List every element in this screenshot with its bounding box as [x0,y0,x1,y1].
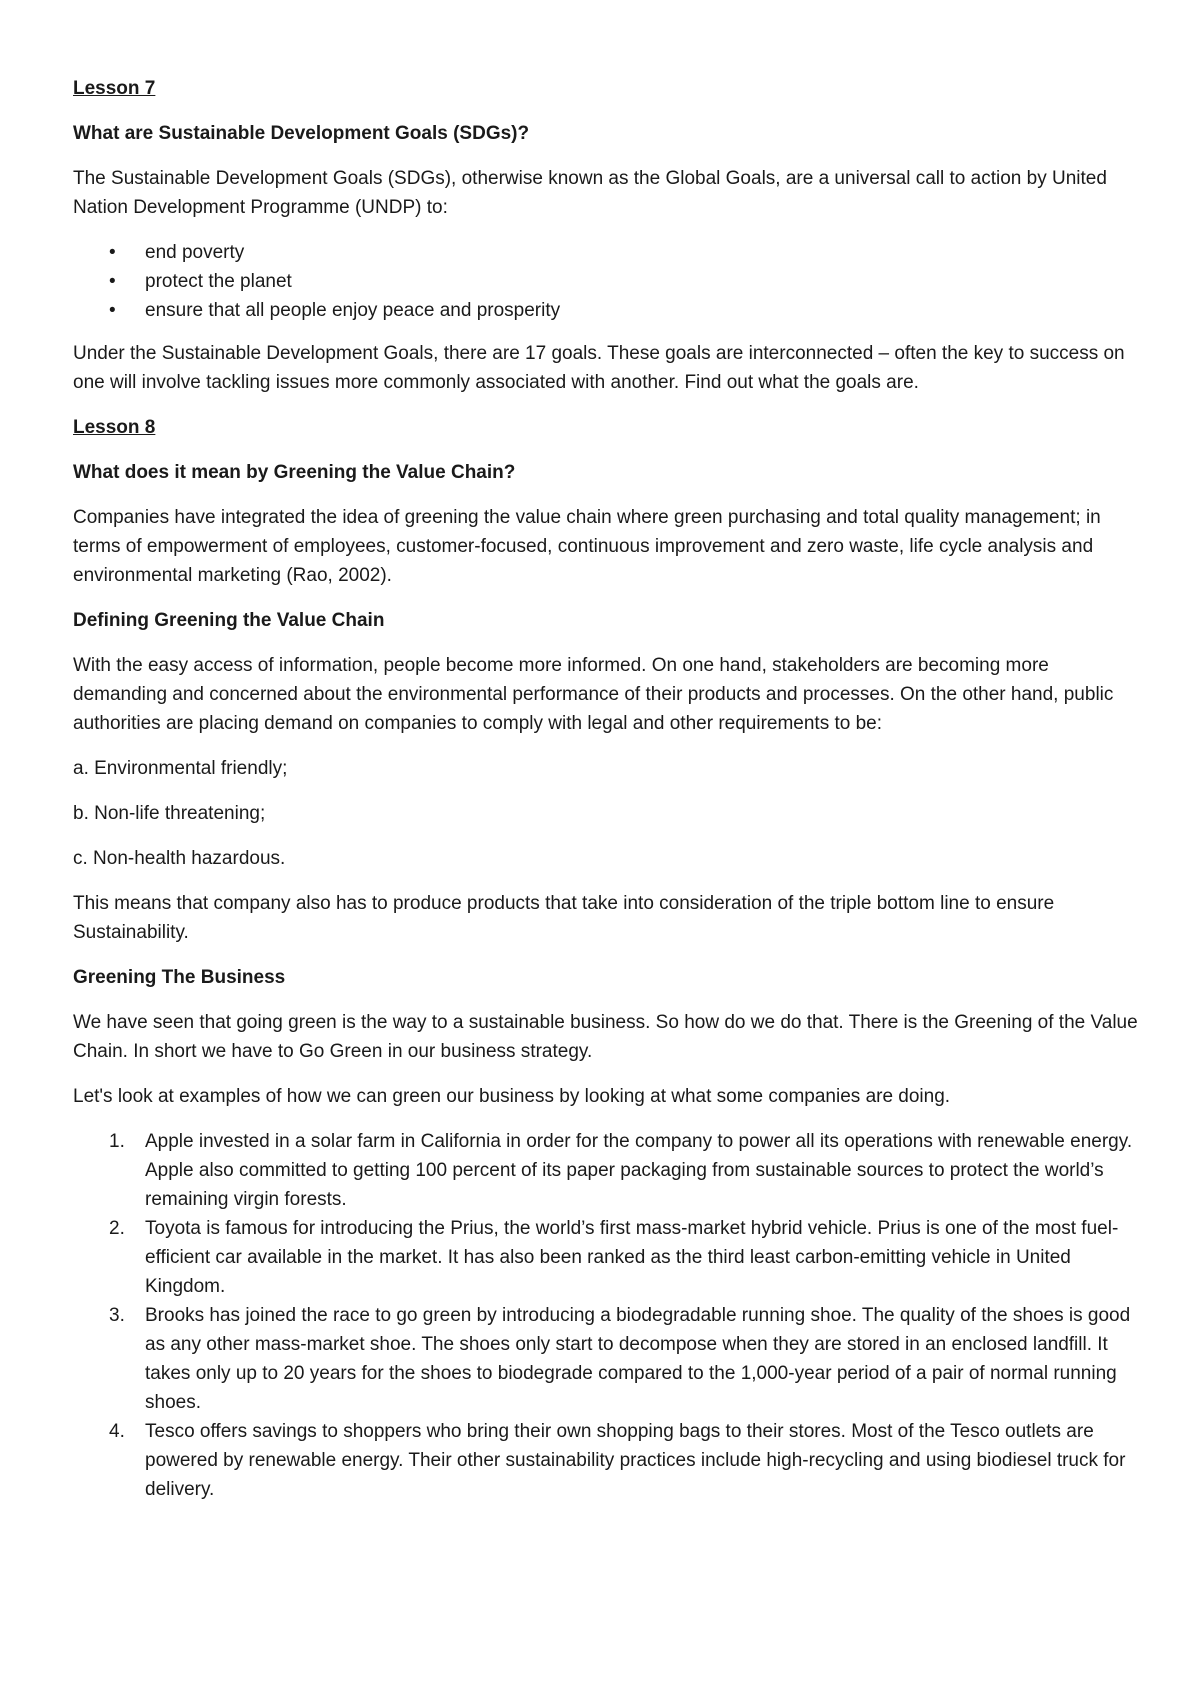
bullet-text: protect the planet [145,271,292,292]
defining-heading: Defining Greening the Value Chain [73,610,385,631]
requirement-item: a. Environmental friendly; [73,758,288,779]
list-number: 4. [109,1421,125,1442]
sdg-bullet-list [73,238,1143,325]
list-item [73,1127,1143,1214]
sdg-closing-paragraph: Under the Sustainable Development Goals, there are 17 goals. These goals are interconnected – often the key to success on one will involve tackling issues more commonly associated with another. Find out what the goals are. [73,343,1125,393]
bullet-icon: • [109,271,116,292]
business-heading: Greening The Business [73,967,286,988]
bullet-text: end poverty [145,242,245,263]
bullet-icon: • [109,242,116,263]
example-text: Apple invested in a solar farm in California in order for the company to power all its operations with renewable energy. [145,1131,1133,1152]
lesson-7-heading: Lesson 7 [73,78,156,99]
greening-intro-paragraph: Companies have integrated the idea of greening the value chain where green purchasing and total quality management; in terms of empowerment of employees, customer-focused, continuous improvement and zero waste, life cycle analysis and environmental marketing (Rao, 2002). [73,507,1101,586]
bullet-icon: • [109,300,116,321]
sdg-intro-paragraph: The Sustainable Development Goals (SDGs), otherwise known as the Global Goals, are a universal call to action by United Nation Development Programme (UNDP) to: [73,168,1107,218]
list-item [73,1214,1143,1301]
example-text-continued: Apple also committed to getting 100 percent of its paper packaging from sustainable sources to protect the world’s remaining virgin forests. [145,1160,1104,1210]
list-number: 1. [109,1131,125,1152]
list-item [73,1417,1143,1504]
list-item [73,296,1143,325]
defining-paragraph: With the easy access of information, people become more informed. On one hand, stakeholders are becoming more demanding and concerned about the environmental performance of their products and processes. On the other hand, public authorities are placing demand on companies to comply with legal and other requirements to be: [73,655,1114,734]
example-text: Brooks has joined the race to go green by introducing a biodegradable running shoe. The quality of the shoes is good as any other mass-market shoe. The shoes only start to decompose when they are stored in an enclosed landfill. It takes only up to 20 years for the shoes to biodegrade compared to the 1,000-year period of a pair of normal running shoes. [145,1305,1131,1413]
list-item [73,1301,1143,1417]
examples-intro-paragraph: Let's look at examples of how we can green our business by looking at what some companies are doing. [73,1086,951,1107]
requirement-item: b. Non-life threatening; [73,803,266,824]
document-page [73,74,1143,1504]
example-text: Toyota is famous for introducing the Prius, the world’s first mass-market hybrid vehicle. Prius is one of the most fuel-efficient car available in the market. It has also been ranked as the third least carbon-emitting vehicle in United Kingdom. [145,1218,1119,1297]
list-number: 2. [109,1218,125,1239]
lesson-8-heading: Lesson 8 [73,417,156,438]
example-text: Tesco offers savings to shoppers who bring their own shopping bags to their stores. Most of the Tesco outlets are powered by renewable energy. Their other sustainability practices include high-recycling and using biodiesel truck for delivery. [145,1421,1126,1500]
requirement-item: c. Non-health hazardous. [73,848,286,869]
bullet-text: ensure that all people enjoy peace and prosperity [145,300,561,321]
greening-question-heading: What does it mean by Greening the Value Chain? [73,462,516,483]
examples-list [73,1127,1143,1504]
sdg-question-heading: What are Sustainable Development Goals (SDGs)? [73,123,530,144]
list-number: 3. [109,1305,125,1326]
list-item [73,238,1143,267]
triple-bottom-paragraph: This means that company also has to produce products that take into consideration of the triple bottom line to ensure Sustainability. [73,893,1055,943]
list-item [73,267,1143,296]
business-paragraph: We have seen that going green is the way to a sustainable business. So how do we do that. There is the Greening of the Value Chain. In short we have to Go Green in our business strategy. [73,1012,1138,1062]
